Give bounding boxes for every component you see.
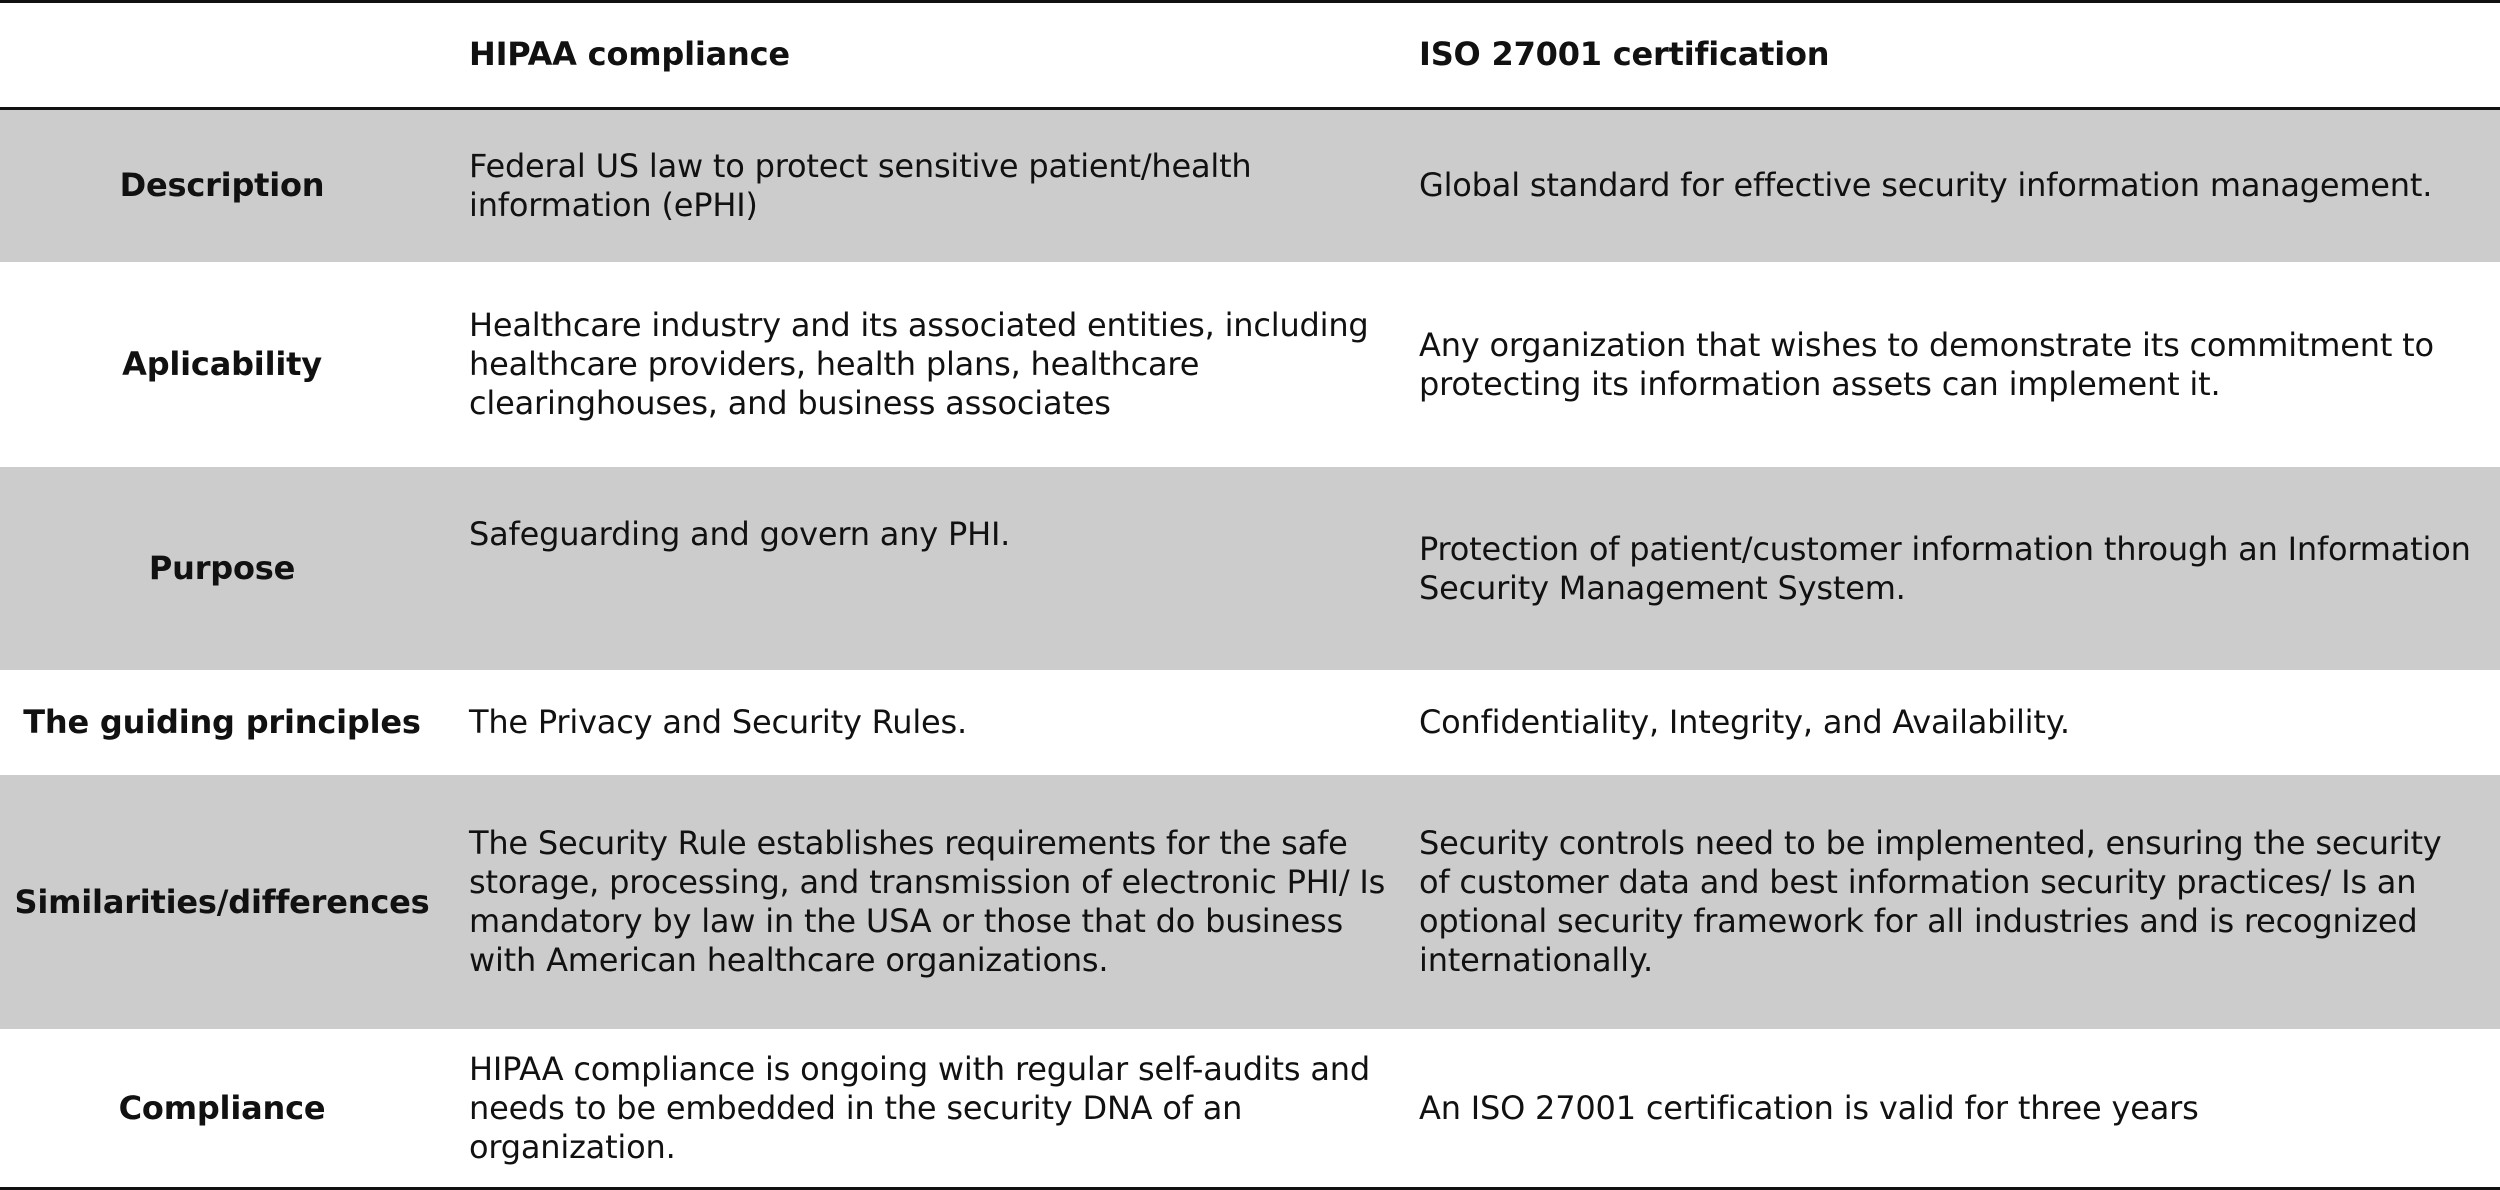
table-body: [0, 108, 2500, 1187]
table-row-similarities: [0, 775, 2500, 1029]
iso-cell: Security controls need to be implemented, ensuring the security of customer data and best information security practices/ Is an optional security framework for all industries and is recognized internationally.: [1394, 775, 2500, 1029]
hipaa-cell: Federal US law to protect sensitive patient/health information (ePHI): [444, 108, 1394, 262]
row-label: Description: [0, 108, 444, 262]
table-header: [0, 3, 2500, 108]
header-row: [0, 3, 2500, 108]
table-row-description: [0, 108, 2500, 262]
hipaa-cell: Safeguarding and govern any PHI.: [444, 467, 1394, 670]
header-hipaa: HIPAA compliance: [444, 3, 1394, 108]
row-label: Aplicability: [0, 262, 444, 467]
hipaa-cell: HIPAA compliance is ongoing with regular self-audits and needs to be embedded in the security DNA of an organization.: [444, 1029, 1394, 1187]
header-blank-cell: [0, 3, 444, 108]
row-label: Purpose: [0, 467, 444, 670]
iso-cell: An ISO 27001 certification is valid for three years: [1394, 1029, 2500, 1187]
iso-cell: Confidentiality, Integrity, and Availability.: [1394, 670, 2500, 775]
table-row-guiding-principles: [0, 670, 2500, 775]
hipaa-cell: Healthcare industry and its associated entities, including healthcare providers, health plans, healthcare clearinghouses, and business associates: [444, 262, 1394, 467]
table-row-purpose: [0, 467, 2500, 670]
hipaa-cell: The Privacy and Security Rules.: [444, 670, 1394, 775]
iso-cell: Any organization that wishes to demonstrate its commitment to protecting its information assets can implement it.: [1394, 262, 2500, 467]
table-row-applicability: [0, 262, 2500, 467]
iso-cell: Global standard for effective security information management.: [1394, 108, 2500, 262]
row-label: Compliance: [0, 1029, 444, 1187]
row-label: Similarities/differences: [0, 775, 444, 1029]
table-row-compliance: [0, 1029, 2500, 1187]
iso-cell: Protection of patient/customer information through an Information Security Management System.: [1394, 467, 2500, 670]
row-label: The guiding principles: [0, 670, 444, 775]
comparison-table: [0, 3, 2500, 1187]
header-iso: ISO 27001 certification: [1394, 3, 2500, 108]
hipaa-cell: The Security Rule establishes requirements for the safe storage, processing, and transmission of electronic PHI/ Is mandatory by law in the USA or those that do business with American healthcare organizations.: [444, 775, 1394, 1029]
